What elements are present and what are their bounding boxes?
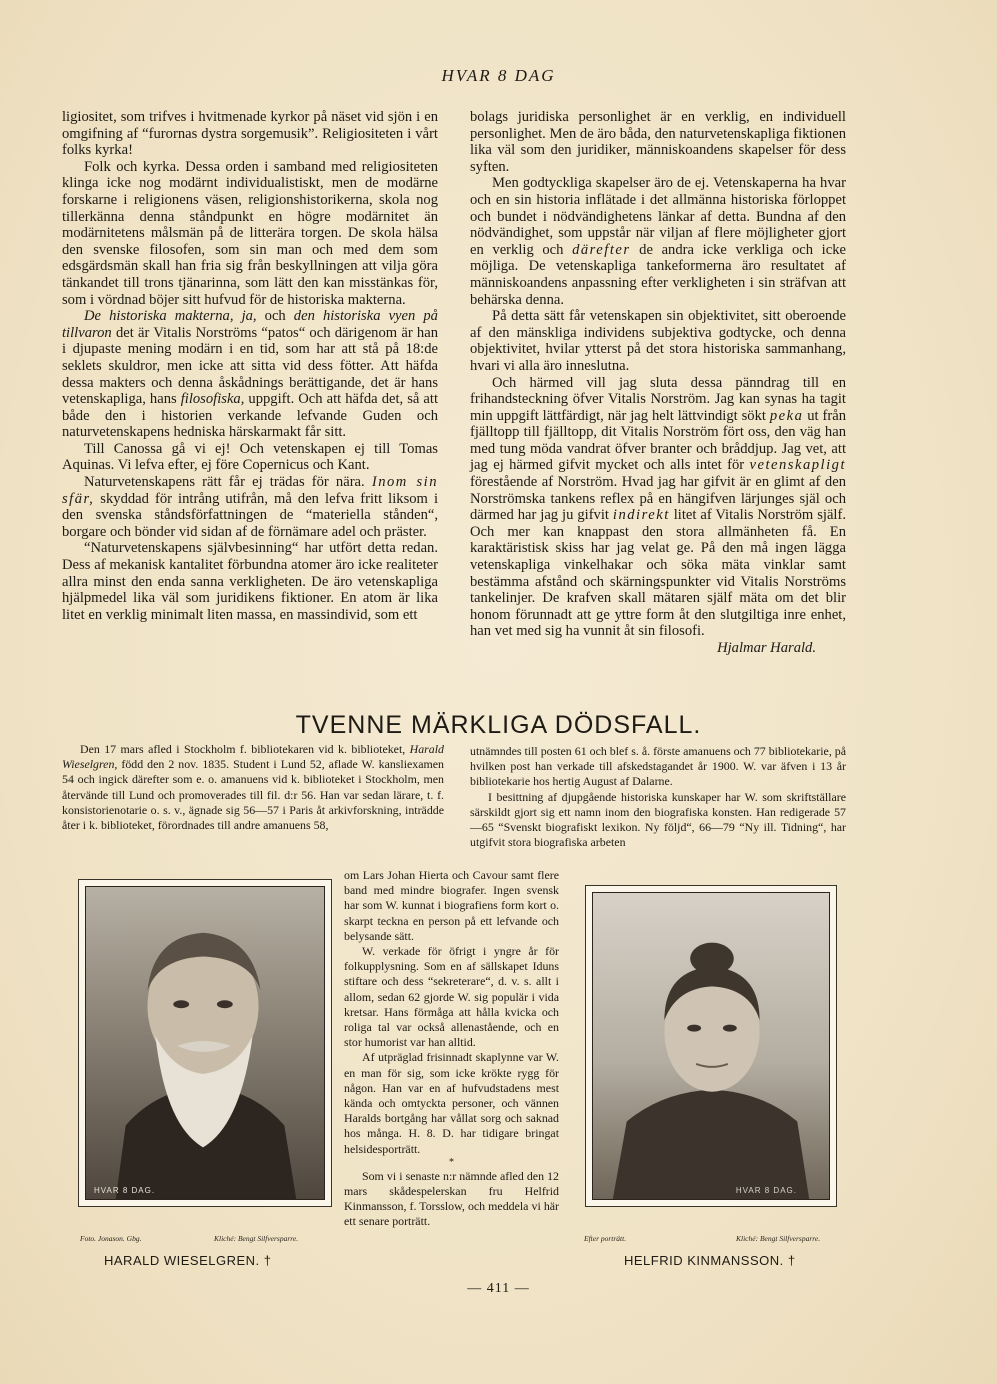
man-portrait-image <box>86 887 324 1199</box>
italic-text: Harald Wieselgren, <box>62 742 444 772</box>
paragraph: Af utpräglad frisinnadt skaplynne var W. en man för sig, som icke krökte rygg för någon. Han var en af hufvudstadens mest kända och omtyckta personer, och vännen Haralds bortgång har vållat sorg och saknad hos många. H. 8. D. har tidigare bringat helsidesporträtt. <box>344 1050 559 1156</box>
page-number: — 411 — <box>467 1281 530 1296</box>
paragraph: Folk och kyrka. Dessa orden i samband med religiositeten klinga icke nog modärnt individualistiskt, men de modärne forskarne i religionens väsen, religionshistorikerna, skola nog tillerkänna denna ståndpunkt en högre modärnitet än modärnitetens målsmän på de litterära torgen. De skola hälsa den svenske filosofen, som sin man och med dem som edsgärdsmän skall han fria sig från beskyllningen att vilja göra tänkandet till trons tjänarinna, som lätt den kan misstänkas för, som i vördnad böjer sitt hufvud för de historiska makterna. <box>62 158 438 308</box>
italic-text: De historiska makterna, ja, <box>84 308 257 325</box>
section-title: TVENNE MÄRKLIGA DÖDSFALL. <box>295 711 702 739</box>
image-stamp: HVAR 8 DAG. <box>94 1186 156 1195</box>
text: det är Vitalis Norströms “patos“ och därigenom är han i djupaste mening modärn i en tid, som har att stå på 18:de seklets skuldror, men icke att sitta vid dess fötter. Att häfda dessa makters och denna åskådnings berättigande, det är hans vetenskapliga, hans <box>62 324 438 408</box>
paragraph <box>62 742 444 833</box>
image-stamp: HVAR 8 DAG. <box>735 1186 797 1195</box>
paragraph: Till Canossa gå vi ej! Och vetenskapen ej till Tomas Aquinas. Vi lefva efter, ej före Copernicus och Kant. <box>62 440 438 474</box>
text: uppgift. Och att häfda det, så att både den i historien verkande lefvande Guden och naturvetenskapens hedniska härskarmakt får sitt. <box>62 391 438 441</box>
photo-credit: Foto. Jonason. Gbg. <box>80 1234 142 1243</box>
woman-portrait-image <box>593 893 829 1199</box>
text: Den 17 mars afled i Stockholm f. bibliotekaren vid k. biblioteket, <box>80 742 410 756</box>
text: och <box>256 308 294 325</box>
portrait-kinmansson <box>585 885 837 1207</box>
text: Och härmed vill jag sluta dessa pänndrag till en frihandsteckning öfver Vitalis Norström. Jag kan synas ha tagit min uppgift lättfärdigt, när jag helt lättvindigt sökt <box>470 374 846 424</box>
paragraph: ligiositet, som trifves i hvitmenade kyrkor på näset vid sjön i en omgifning af “furornas dystra sorgemusik”. Religiositeten i vårt folks kyrka! <box>62 109 438 159</box>
paragraph: “Naturvetenskapens självbesinning“ har utfört detta redan. Dess af mekanisk kantalitet förbundna atomer äro icke realiteter allra minst den enda sanna verkligheten. De äro vetenskapliga hjälpmedel lika väl som juridikens fiktioner. En atom är lika litet en verklig minimalt liten massa, en massindivid, som ett <box>62 540 438 623</box>
photo-credit: Efter porträtt. <box>584 1234 627 1243</box>
text: Men godtyckliga skapelser äro de ej. Vetenskaperna ha hvar och en sin historia inflätade i det allmänna historiska förloppet och bundet i nödvändighetens länkar af detta. Bundna af den nödvändighet, som uppstår när viljan af flere möjligheter gjort en verklig och <box>470 175 846 258</box>
paragraph: W. verkade för öfrigt i yngre år för folkupplysning. Som en af sällskapet Iduns stiftare och dess “sekreterare“, d. v. s. allt i allom, sedan 62 gjorde W. sig populär i vida kretsar. Hans förmåga att hålla kvicka och roliga tal var också allenastående, och en stor humorist var han alltid. <box>344 944 559 1050</box>
text: de andra icke verkliga och icke möjliga. De vetenskapliga tankeformerna äro resultatet af människoandens anpassning efter verkligheten i sin sträfvan att behärska denna. <box>470 241 846 308</box>
paragraph: utnämndes till posten 61 och blef s. å. förste amanuens och 77 bibliotekarie, på hvilken post han verkade till afskedstagandet år 1900. W. var äfven i 13 år bibliotekarie hos hertig August af Dalarne. <box>470 744 846 789</box>
paragraph <box>62 474 438 540</box>
column-right <box>470 109 846 657</box>
portrait-caption: HELFRID KINMANSSON. † <box>624 1253 796 1268</box>
paragraph: Som vi i senaste n:r nämnde afled den 12 mars skådespelerskan fru Helfrid Kinmansson, f. Torsslow, och meddela vi här ett senare porträtt. <box>344 1168 559 1229</box>
page-header: HVAR 8 DAG <box>441 66 556 85</box>
text: förestående af Norström. Hvad jag har gifvit är en glimt af den Norströmska tankens reflex på en hängifven lärjunges själ och därmed har jag ju gifvit <box>470 474 846 524</box>
spaced-text: Inom sin sfär, <box>62 474 438 507</box>
italic-text: filosofiska, <box>180 391 245 408</box>
cliche-credit: Kliché: Bengt Silfversparre. <box>736 1234 821 1243</box>
text: litet af Vitalis Norström själf. Och mer kan knappast den stora allmänheten få. En karaktäristisk skiss har jag velat ge. På den må ingen lägga vetenskapliga vinkelhakar och söka mäta vinklar samt bestämma afstånd och skärningspunkter vid Vitalis Norströms tankelinjer. De krafven skall mätaren själf mäta om det blir honom förunnadt att ge yttre form åt den slutgiltiga inre enhet, han vet med sig ha vunnit åt sin filosofi. <box>470 507 846 640</box>
text: ut från fjälltopp till fjälltopp, dit Vitalis Norström fört oss, den väg han med tung möda vandrat öfver branter och bråddjup. Jag vet, att jag ej härmed gifvit mycket och alls intet för <box>470 407 846 474</box>
obituary-center <box>344 868 559 1230</box>
paragraph: bolags juridiska personlighet är en verklig, en individuell personlighet. Men de äro båda, den naturvetenskapliga fiktionen lika väl som den juridiker, människoandens skapelser för dess syften. <box>470 109 846 175</box>
obituary-right <box>470 744 846 850</box>
spaced-text: därefter <box>572 241 631 258</box>
paragraph: På detta sätt får vetenskapen sin objektivitet, sitt oberoende af den mänskliga individens subjektiva godtycke, och denna objektivitet, hvilar ytterst på det stora historiska sammanhang, hvari vi alla äro inneslutna. <box>470 308 846 374</box>
paragraph <box>470 375 846 641</box>
column-left <box>62 109 438 623</box>
paragraph <box>470 175 846 308</box>
italic-text: den historiska vyen på tillvaron <box>62 308 438 341</box>
portrait-wieselgren <box>78 879 332 1207</box>
obituary-intro <box>62 742 444 833</box>
portrait-photo <box>592 892 830 1200</box>
paragraph <box>62 308 438 441</box>
text: skyddad för intrång utifrån, må den lefva fritt liksom i den svenska ståndsförfattningen de “materiella stånden“, borgare och bönder vid sidan af de förnämare adel och präster. <box>62 490 438 540</box>
signature: Hjalmar Harald. <box>717 640 816 656</box>
paragraph: om Lars Johan Hierta och Cavour samt flere band med mindre biografer. Ingen svensk har som W. kunnat i biografiens form kort o. skarpt teckna en person på ett lefvande och belysande sätt. <box>344 868 559 943</box>
cliche-credit: Kliché: Bengt Silfversparre. <box>214 1234 299 1243</box>
portrait-photo <box>85 886 325 1200</box>
text: född den 2 nov. 1835. Student i Lund 52, aflade W. kansliexamen 54 och ingick därefter som e. o. amanuens vid k. biblioteket i Stockholm, men återvände till Lund och promoverades till fil. d:r 56. Han var sedan lärare, t. f. konsistorienotarie o. s. v., ägnade sig 56—57 i Paris åt arkivforskning, inträdde åter i k. biblioteket, förordnades till andre amanuens 58, <box>62 757 444 833</box>
spaced-text: indirekt <box>612 507 670 524</box>
separator-asterisk: * <box>449 1156 454 1168</box>
portrait-caption: HARALD WIESELGREN. † <box>104 1253 272 1268</box>
spaced-text: peka <box>769 407 804 424</box>
paragraph: I besittning af djupgående historiska kunskaper har W. som skriftställare särskildt gjort sig ett namn inom den biografiska konsten. Han redigerade 57—65 “Svenskt biografiskt lexikon. Ny följd“, 66—79 “Ny ill. Tidning“, har utgifvit stora biografiska arbeten <box>470 789 846 850</box>
spaced-text: vetenskapligt <box>749 457 846 474</box>
text: Naturvetenskapens rätt får ej trädas för nära. <box>84 474 372 491</box>
